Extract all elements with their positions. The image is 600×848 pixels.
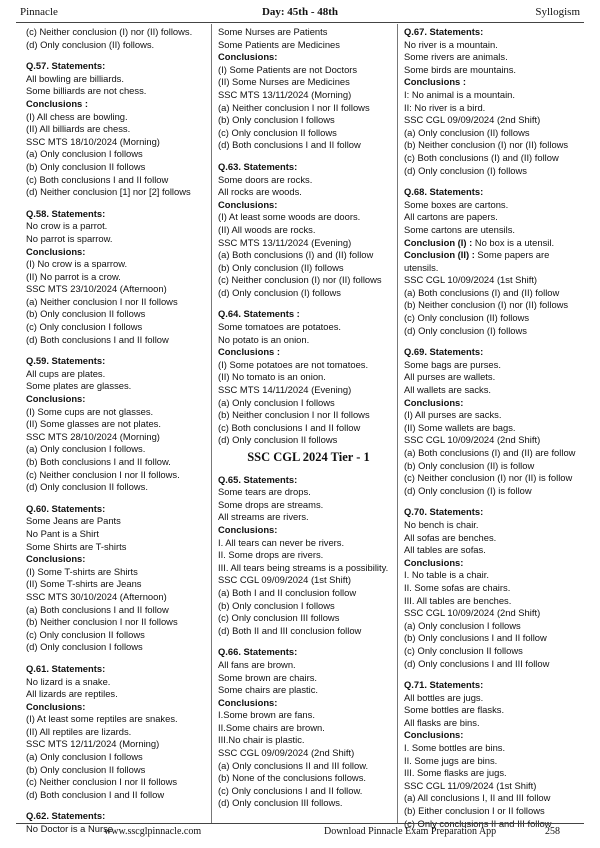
text-line: All streams are rivers. [218,511,309,523]
text-line: (b) Only conclusion (II) is follow [404,459,535,471]
text-line: (d) Both conclusions I and II follow [26,333,169,345]
question-heading: Conclusions: [26,700,86,712]
text-line: Some tears are drops. [218,486,311,498]
text-line: All flasks are bins. [404,716,480,728]
text-line: (b) Only conclusion I follows [218,114,335,126]
text-line: All rocks are woods. [218,186,302,198]
spacer [26,494,207,503]
text-line: (d) Only conclusion II follows. [26,481,148,493]
text-line: Some tomatoes are potatoes. [218,321,341,333]
text-line: Some brown are chairs. [218,671,318,683]
text-line: (II) No parrot is a crow. [26,270,121,282]
text-line: (a) Both conclusions (I) and (II) follow [404,286,560,298]
conclusion-line [404,237,585,250]
text-line: SSC CGL 11/09/2024 (1st Shift) [404,779,537,791]
text-line: (c) Neither conclusion I nor II follows [26,776,178,788]
text-line: III. Some flasks are jugs. [404,767,507,779]
question-heading: Conclusions: [218,51,278,63]
spacer [404,177,585,186]
text-line: (d) Only conclusion (I) follows [404,324,527,336]
question-heading: Q.64. Statements : [218,308,300,320]
text-line: All sofas are benches. [404,531,497,543]
question-heading: Conclusions: [26,553,86,565]
question-heading: Conclusions : [218,346,280,358]
text-line: (c) Only conclusions I and II follow. [218,784,363,796]
text-line: (c) Only conclusion II follows [26,628,145,640]
spacer [404,497,585,506]
text-line: (II) No tomato is an onion. [218,371,326,383]
conclusion-text: Some papers are [474,249,550,261]
text-line: I.Some brown are fans. [218,709,315,721]
question-heading: Q.69. Statements: [404,346,484,358]
text-line: (II) Some glasses are not plates. [26,418,161,430]
question-heading: Conclusions: [218,696,278,708]
text-line: (I) Some cups are not glasses. [26,405,154,417]
text-line: Some cartons are utensils. [404,223,515,235]
question-heading: Q.61. Statements: [26,662,106,674]
text-line: (c) Neither conclusion I nor II follows. [26,468,180,480]
question-heading: Conclusions: [404,396,464,408]
text-line: (c) Only conclusion II follows [218,126,337,138]
spacer [26,801,207,810]
page-header [14,6,586,22]
text-line: SSC MTS 13/11/2024 (Evening) [218,236,352,248]
conclusion-line [404,249,585,262]
text-line: III. All tables are benches. [404,594,512,606]
question-heading: Q.57. Statements: [26,60,106,72]
text-line: (II) All woods are rocks. [218,223,316,235]
text-line: All bottles are jugs. [404,691,484,703]
question-heading: Conclusions : [404,76,466,88]
text-line: (a) Both conclusions I and II follow [26,603,169,615]
text-line: (c) Neither conclusion (I) nor (II) is follow [404,472,573,484]
question-heading: Q.60. Statements: [26,502,106,514]
question-heading: Conclusions: [404,556,464,568]
text-line: (I) Some Patients are not Doctors [218,63,358,75]
text-line: (b) Only conclusion (II) follows [218,261,344,273]
text-line: (a) Neither conclusion I nor II follows [26,295,178,307]
page-number: 258 [545,826,560,837]
text-line: (a) Only conclusion I follows. [26,443,146,455]
text-line: SSC CGL 09/09/2024 (1st Shift) [218,574,352,586]
footer-website-link[interactable]: www.sscglpinnacle.com [104,826,202,837]
text-line: (b) Both conclusions I and II follow. [26,456,171,467]
text-line: Some Nurses are Patients [218,26,328,37]
text-line: (d) Only conclusion II follows [218,434,338,446]
question-heading: Q.71. Statements: [404,679,484,691]
text-line: (II) All billiards are chess. [26,123,131,135]
column-right [404,26,585,830]
footer-app-promo: Download Pinnacle Exam Preparation App [324,826,497,837]
text-line: (c) Only conclusion (II) follows [404,312,530,324]
text-line: SSC CGL 10/09/2024 (2nd Shift) [404,434,541,446]
text-line: All bowling are billiards. [26,72,124,84]
conclusion-label: Conclusion (II) : [404,249,475,261]
text-line: (d) Only conclusion (I) follows [218,286,341,298]
question-heading: Q.62. Statements: [26,810,106,822]
spacer [26,346,207,355]
text-line: No river is a mountain. [404,38,498,50]
text-line: II: No river is a bird. [404,101,486,113]
text-line: (a) All conclusions I, II and III follow [404,792,551,804]
text-line: SSC MTS 30/10/2024 (Afternoon) [26,590,167,602]
text-line: (c) Both conclusions I and II follow [26,173,169,185]
question-heading: Conclusions: [218,198,278,210]
text-line: (a) Only conclusions II and III follow. [218,759,369,771]
text-line: No crow is a parrot. [26,220,108,232]
text-line: (I) All chess are bowling. [26,110,128,122]
text-line: (a) Only conclusion (II) follows [404,126,530,138]
text-line: (c) Neither conclusion (I) nor (II) follows. [26,26,193,37]
text-line: No Doctor is a Nurse [26,823,114,835]
text-line: I. Some bottles are bins. [404,742,506,754]
text-line: All tables are sofas. [404,544,486,556]
text-line: (d) Both II and III conclusion follow [218,624,362,636]
spacer [26,199,207,208]
question-heading: Conclusions: [404,729,464,741]
header-brand: Pinnacle [20,6,58,18]
text-line: No Pant is a Shirt [26,527,99,539]
text-line: Some boxes are cartons. [404,198,509,210]
text-line: II. Some drops are rivers. [218,549,324,561]
question-heading: Q.63. Statements: [218,160,298,172]
text-line: (d) Only conclusion III follows. [218,797,343,809]
text-line: (d) Only conclusion I follows [26,641,143,653]
text-line: (d) Both conclusions I and II follow [218,139,361,151]
text-line: (c) Only conclusions II and III follow [404,817,552,829]
text-line: utensils. [404,261,439,273]
text-line: (b) Only conclusion II follows [26,160,146,172]
text-line: (d) Only conclusion (I) follows [404,164,527,176]
text-line: (I) All purses are sacks. [404,409,502,421]
text-line: No lizard is a snake. [26,675,111,687]
text-line: (c) Both conclusions (I) and (II) follow [404,151,559,163]
text-line: All lizards are reptiles. [26,688,118,700]
text-line: III.No chair is plastic. [218,734,305,746]
spacer [218,299,399,308]
text-line: All wallets are sacks. [404,384,492,396]
text-line: (c) Both conclusions I and II follow [218,421,361,433]
text-line: (II) Some Nurses are Medicines [218,76,350,88]
text-line: (I) Some T-shirts are Shirts [26,565,138,577]
text-line: (I) At least some woods are doors. [218,211,361,223]
column-middle [218,26,399,810]
spacer [404,337,585,346]
text-line: (a) Both I and II conclusion follow [218,586,357,598]
text-line: Some chairs are plastic. [218,684,319,696]
text-line: (c) Neither conclusion (I) nor (II) follows [218,274,382,286]
question-heading: Conclusions: [26,245,86,257]
header-topic: Syllogism [535,6,580,18]
text-line: (b) None of the conclusions follows. [218,772,366,784]
spacer [218,637,399,646]
text-line: Some birds are mountains. [404,63,517,75]
text-line: Some rivers are animals. [404,51,508,63]
spacer [218,152,399,161]
text-line: No parrot is sparrow. [26,232,113,244]
text-line: SSC CGL 09/09/2024 (2nd Shift) [404,114,541,126]
text-line: Some Shirts are T-shirts [26,540,127,552]
text-line: (a) Only conclusion I follows [26,751,143,763]
text-line: (b) Neither conclusion I nor II follows [218,409,370,421]
text-line: (d) Only conclusion (II) follows. [26,38,155,50]
text-line: (I) Some potatoes are not tomatoes. [218,358,369,370]
text-line: II.Some chairs are brown. [218,721,325,733]
text-line: (II) All reptiles are lizards. [26,725,132,737]
text-line: SSC CGL 10/09/2024 (2nd Shift) [404,607,541,619]
section-heading: SSC CGL 2024 Tier - 1 [247,450,370,464]
text-line: SSC CGL 10/09/2024 (1st Shift) [404,274,538,286]
text-line: (a) Only conclusion I follows [218,396,335,408]
question-heading: Q.66. Statements: [218,646,298,658]
text-line: (d) Both conclusion I and II follow [26,788,165,800]
text-line: All fans are brown. [218,658,296,670]
text-line: (II) Some wallets are bags. [404,421,516,433]
question-heading: Q.67. Statements: [404,26,484,37]
text-line: SSC MTS 18/10/2024 (Morning) [26,135,160,147]
spacer [26,51,207,60]
text-line: SSC MTS 13/11/2024 (Morning) [218,88,352,100]
text-line: Some bags are purses. [404,358,501,370]
text-line: SSC CGL 09/09/2024 (2nd Shift) [218,747,355,759]
question-heading: Q.65. Statements: [218,473,298,485]
text-line: I. All tears can never be rivers. [218,536,345,548]
text-line: Some drops are streams. [218,498,324,510]
text-line: SSC MTS 12/11/2024 (Morning) [26,738,160,750]
text-line: (c) Only conclusion I follows [26,321,143,333]
question-heading: Conclusions: [218,523,278,535]
footer-rule [16,823,584,824]
text-line: II. Some jugs are bins. [404,754,498,766]
column-left [26,26,207,836]
text-line: SSC MTS 14/11/2024 (Evening) [218,384,352,396]
text-line: (a) Both conclusions (I) and (II) are follow [404,447,576,458]
text-line: (d) Only conclusion (I) is follow [404,484,532,496]
text-line: Some doors are rocks. [218,173,313,185]
header-day: Day: 45th - 48th [261,6,339,18]
text-line: No potato is an onion. [218,333,310,345]
text-line: (b) Neither conclusion (I) nor (II) follows [404,139,569,151]
text-line: (b) Neither conclusion (I) nor (II) follows [404,299,569,311]
text-line: (b) Only conclusion I follows [218,599,335,611]
text-line: (b) Neither conclusion I nor II follows [26,616,178,628]
text-line: Some bottles are flasks. [404,704,505,716]
question-heading: Q.70. Statements: [404,506,484,518]
text-line: (I) At least some reptiles are snakes. [26,713,178,725]
conclusion-label: Conclusion (I) : [404,236,473,248]
text-line: Some Patients are Medicines [218,38,340,50]
text-line: (II) Some T-shirts are Jeans [26,578,142,590]
spacer [404,670,585,679]
text-line: (c) Only conclusion III follows [218,612,340,624]
text-line: Some Jeans are Pants [26,515,121,527]
text-line: III. All tears being streams is a possibility. [218,561,389,573]
text-line: I: No animal is a mountain. [404,88,515,100]
question-heading: Conclusions: [26,393,86,405]
text-line: II. Some sofas are chairs. [404,581,511,593]
question-heading: Q.68. Statements: [404,186,484,198]
text-line: Some plates are glasses. [26,380,132,392]
text-line: All purses are wallets. [404,371,496,383]
text-line: (a) Only conclusion I follows [404,619,521,631]
text-line: (I) No crow is a sparrow. [26,258,128,270]
text-line: Some billiards are not chess. [26,85,147,97]
header-rule [16,22,584,23]
text-line: (a) Both conclusions (I) and (II) follow [218,249,374,261]
text-line: (c) Only conclusion II follows [404,644,523,656]
text-line: (d) Neither conclusion [1] nor [2] follows [26,186,191,198]
column-divider [211,24,212,824]
text-line: (b) Only conclusion II follows [26,308,146,320]
text-line: (b) Only conclusions I and II follow [404,632,547,644]
text-line: No bench is chair. [404,518,479,530]
question-heading: Conclusions : [26,97,88,109]
text-line: All cups are plates. [26,367,106,379]
text-line: (b) Only conclusion II follows [26,763,146,775]
question-heading: Q.58. Statements: [26,207,106,219]
text-line: (d) Only conclusions I and III follow [404,657,550,669]
text-line: All cartons are papers. [404,211,498,223]
text-line: (b) Either conclusion I or II follows [404,805,545,817]
conclusion-text: No box is a utensil. [472,236,555,248]
spacer [26,654,207,663]
text-line: SSC MTS 28/10/2024 (Morning) [26,430,160,442]
text-line: I. No table is a chair. [404,569,489,581]
page-footer [14,826,586,840]
text-line: (a) Neither conclusion I nor II follows [218,101,370,113]
question-heading: Q.59. Statements: [26,355,106,367]
text-line: SSC MTS 23/10/2024 (Afternoon) [26,283,167,295]
text-line: (a) Only conclusion I follows [26,148,143,160]
